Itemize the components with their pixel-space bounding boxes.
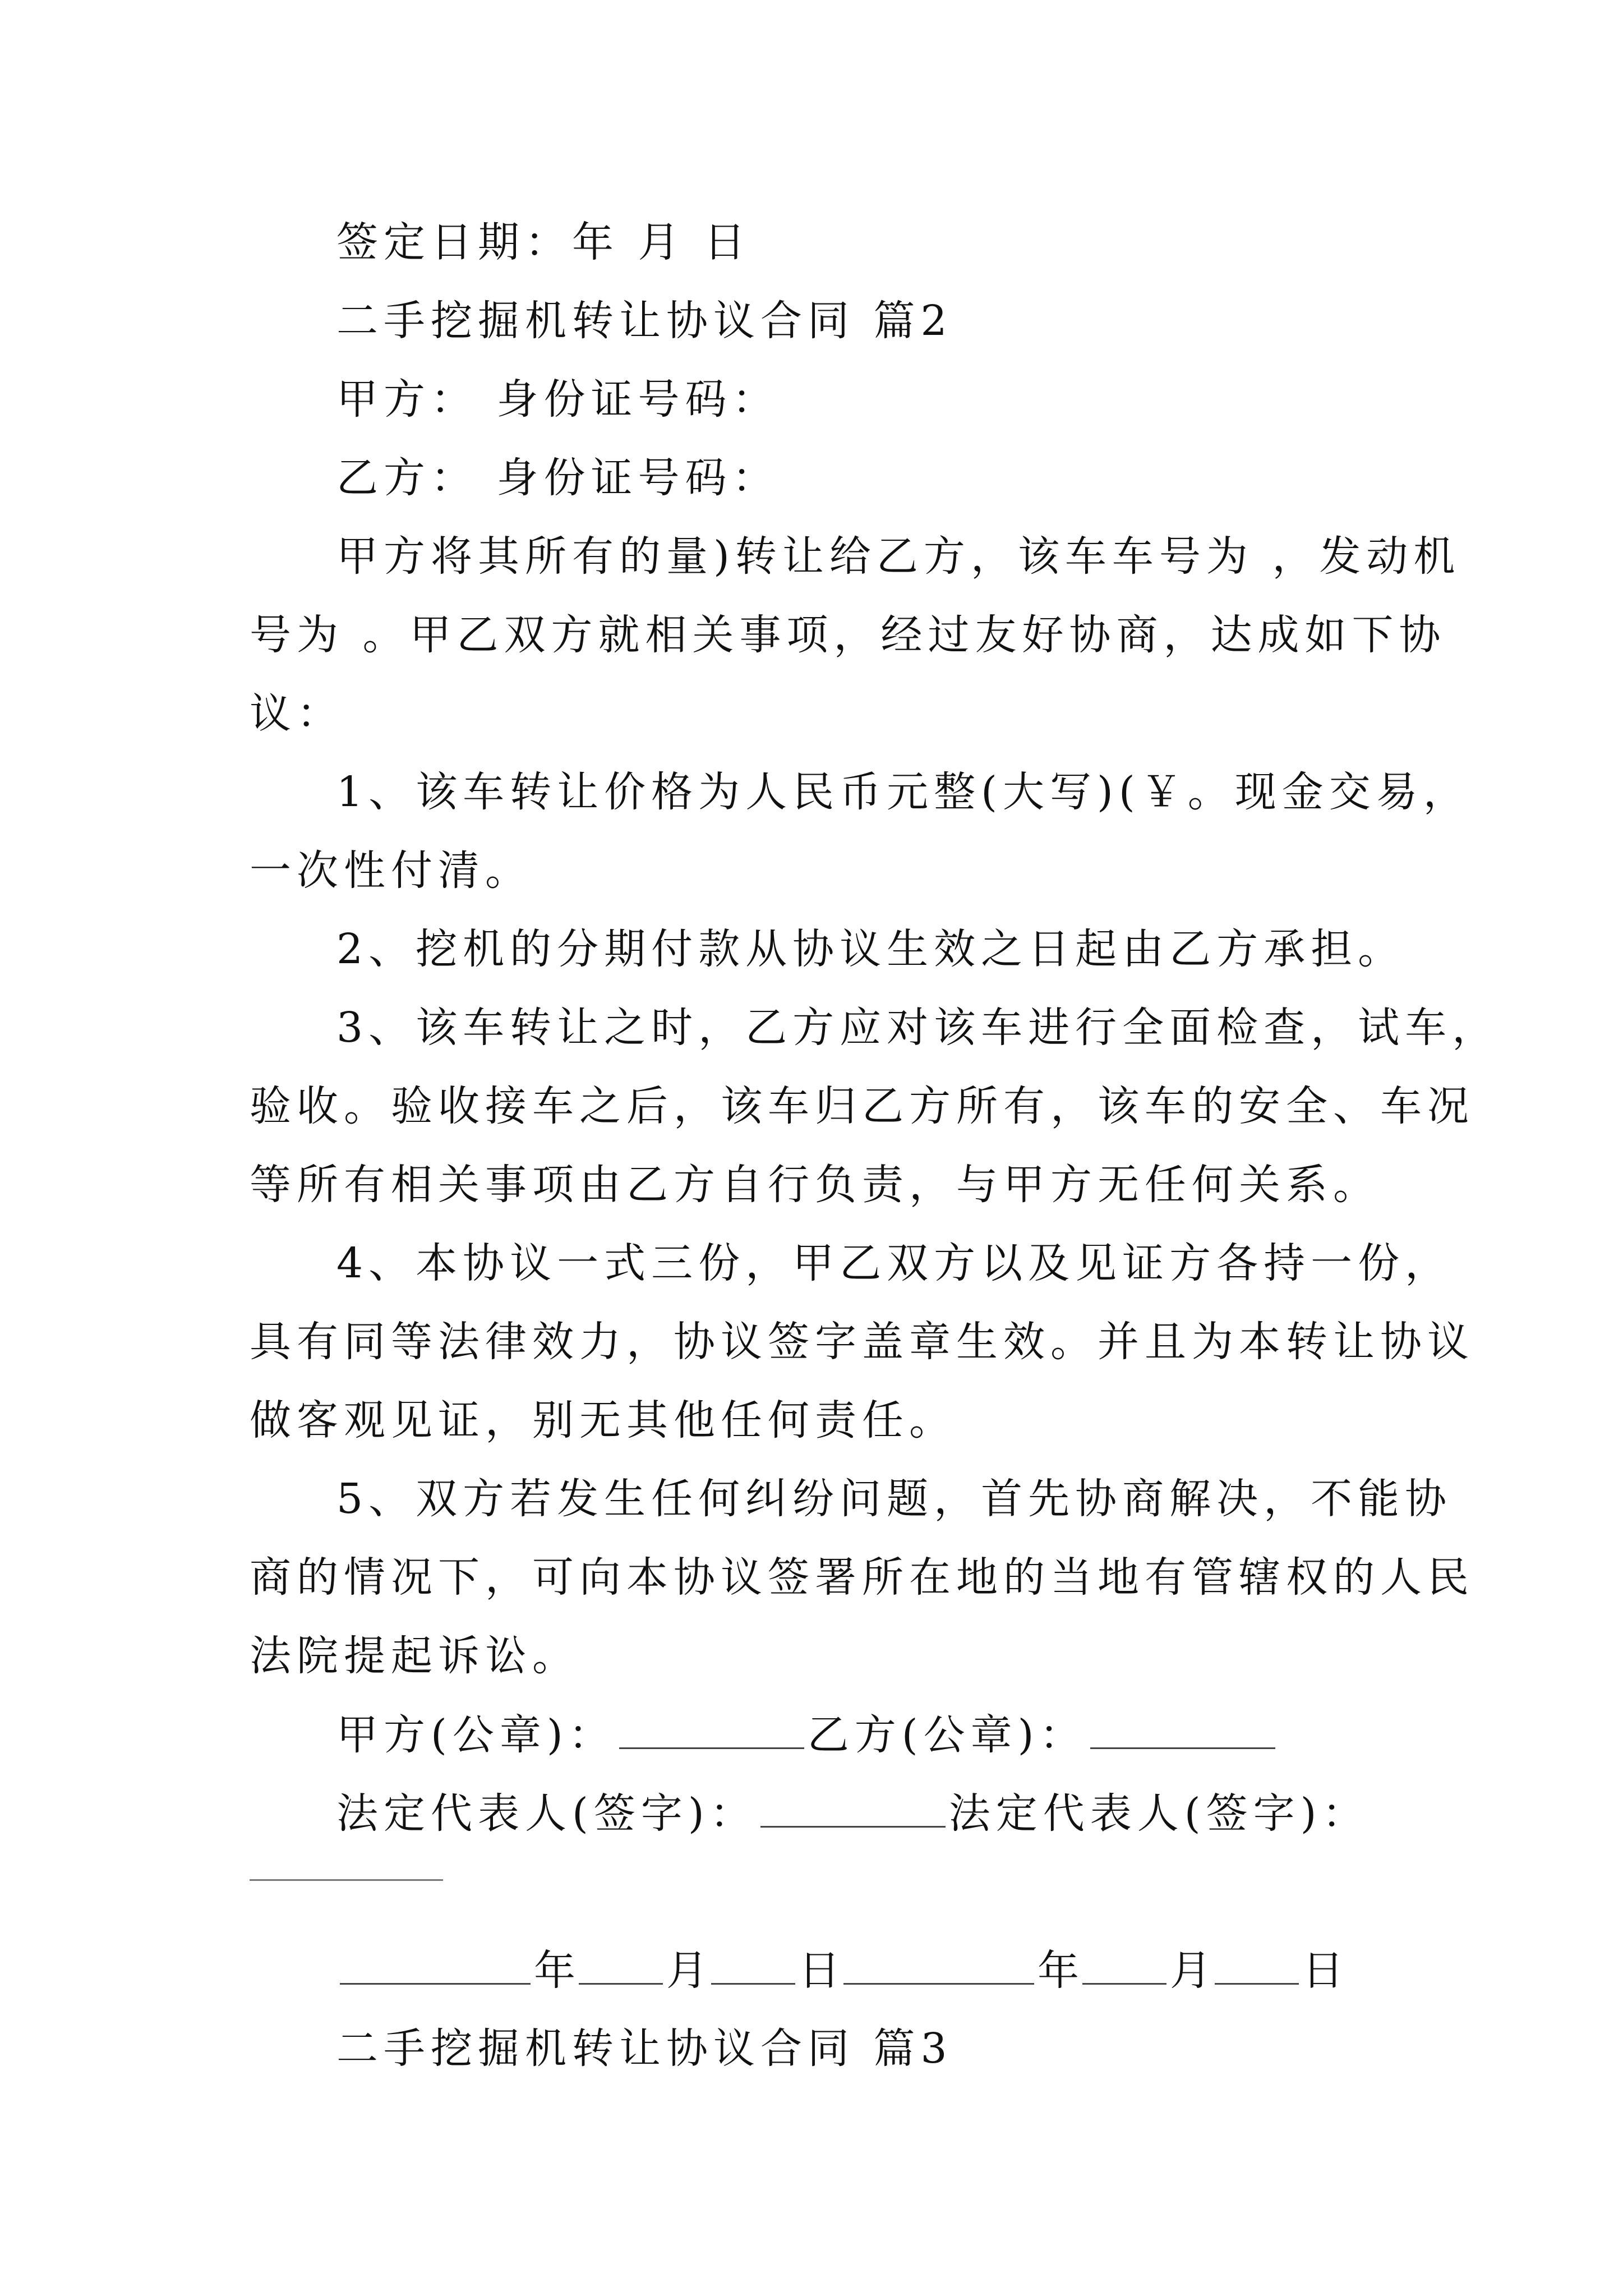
party-a-year-blank[interactable] xyxy=(340,1949,531,1985)
clause-3-line-1: 3、该车转让之时，乙方应对该车进行全面检查，试车， xyxy=(336,1004,1500,1052)
party-a-seal-label: 甲方(公章)： xyxy=(336,1711,616,1759)
party-b-year-blank[interactable] xyxy=(843,1949,1034,1985)
clause-4-line-2: 具有同等法律效力，协议签字盖章生效。并且为本转让协议 xyxy=(250,1318,1474,1366)
party-b-rep-label: 法定代表人(签字)： xyxy=(948,1789,1370,1838)
clause-4-line-3: 做客观见证，别无其他任何责任。 xyxy=(250,1396,956,1444)
party-a-rep-label: 法定代表人(签字)： xyxy=(336,1789,757,1838)
clause-1-line-1: 1、该车转让价格为人民币元整(大写)(￥。现金交易， xyxy=(336,768,1470,816)
party-a-day-label: 日 xyxy=(799,1947,840,1995)
representative-line xyxy=(336,1789,1370,1838)
party-b-month-label: 月 xyxy=(1170,1947,1211,1995)
party-a-year-label: 年 xyxy=(534,1947,575,1995)
party-a-rep-blank[interactable] xyxy=(760,1792,946,1828)
clause-3-line-3: 等所有相关事项由乙方自行负责，与甲方无任何关系。 xyxy=(250,1161,1380,1209)
party-b-year-label: 年 xyxy=(1038,1947,1079,1995)
party-a-month-blank[interactable] xyxy=(579,1949,663,1985)
intro-line-3: 议： xyxy=(250,689,344,738)
clause-1-line-2: 一次性付清。 xyxy=(250,846,532,895)
party-a-day-blank[interactable] xyxy=(711,1949,795,1985)
clause-4-line-1: 4、本协议一式三份，甲乙双方以及见证方各持一份， xyxy=(336,1239,1453,1287)
party-b-seal-label: 乙方(公章)： xyxy=(807,1711,1087,1759)
party-b-rep-blank[interactable] xyxy=(250,1879,443,1881)
party-b-line: 乙方： 身份证号码： xyxy=(336,454,780,502)
seal-line xyxy=(336,1711,1279,1759)
intro-line-1: 甲方将其所有的量)转让给乙方，该车车号为 ，发动机 xyxy=(336,532,1461,581)
date-line xyxy=(336,1947,1344,1995)
party-b-day-label: 日 xyxy=(1302,1947,1344,1995)
clause-5-line-1: 5、双方若发生任何纠纷问题，首先协商解决，不能协 xyxy=(336,1475,1453,1523)
clause-2-line-1: 2、挖机的分期付款从协议生效之日起由乙方承担。 xyxy=(336,925,1405,973)
party-b-month-blank[interactable] xyxy=(1082,1949,1166,1985)
intro-line-2: 号为 。甲乙双方就相关事项，经过友好协商，达成如下协 xyxy=(250,611,1446,659)
clause-5-line-3: 法院提起诉讼。 xyxy=(250,1632,579,1680)
clause-3-line-2: 验收。验收接车之后，该车归乙方所有，该车的安全、车况 xyxy=(250,1082,1474,1130)
section-heading-3: 二手挖掘机转让协议合同 篇3 xyxy=(336,2024,953,2073)
party-a-month-label: 月 xyxy=(666,1947,708,1995)
party-b-seal-blank[interactable] xyxy=(1090,1714,1275,1749)
party-a-seal-blank[interactable] xyxy=(619,1714,804,1749)
clause-5-line-2: 商的情况下，可向本协议签署所在地的当地有管辖权的人民 xyxy=(250,1553,1474,1602)
section-heading-2: 二手挖掘机转让协议合同 篇2 xyxy=(336,297,953,345)
party-b-day-blank[interactable] xyxy=(1215,1949,1299,1985)
party-a-line: 甲方： 身份证号码： xyxy=(336,375,780,424)
signing-date: 签定日期：年 月 日 xyxy=(336,218,751,266)
